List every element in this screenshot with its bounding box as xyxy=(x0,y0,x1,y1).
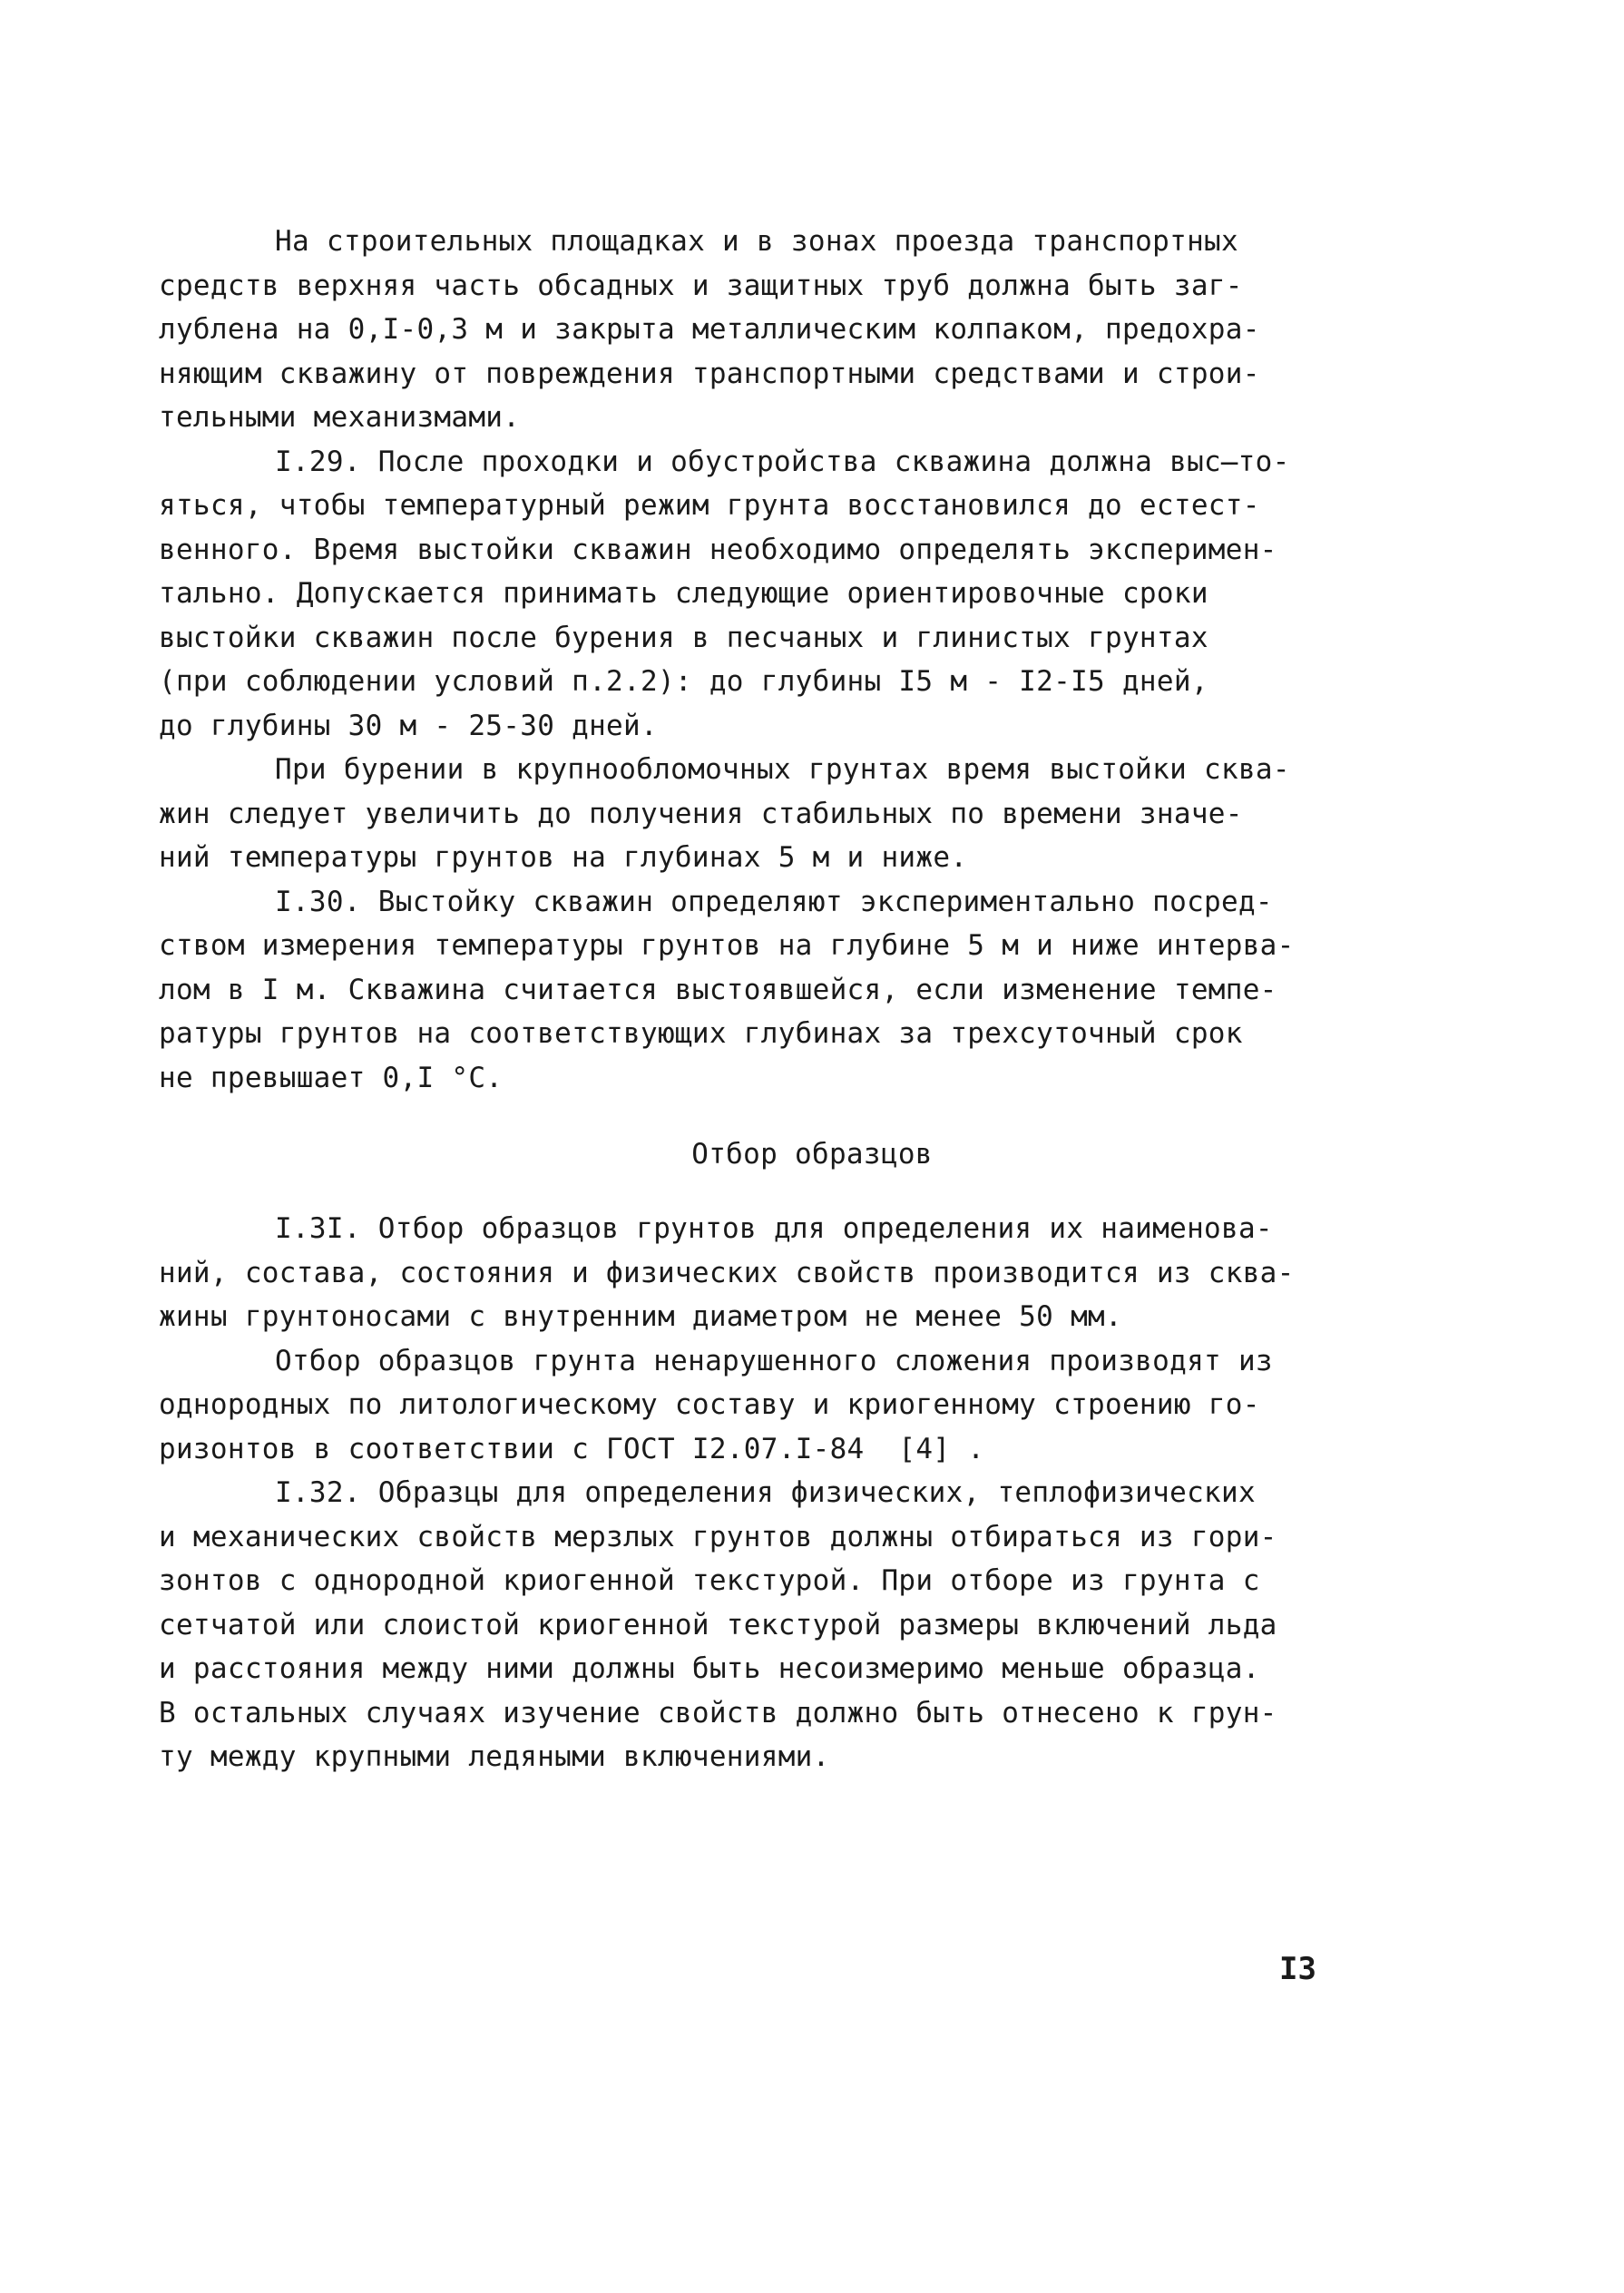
text-line: В остальных случаях изучение свойств должно быть отнесено к грун- xyxy=(159,1696,1277,1730)
text-line: яться, чтобы температурный режим грунта восстановился до естест- xyxy=(159,489,1260,522)
text-line: зонтов с однородной криогенной текстурой. При отборе из грунта с xyxy=(159,1564,1260,1597)
text-line: тально. Допускается принимать следующие ориентировочные сроки xyxy=(159,577,1208,610)
text-line: I.30. Выстойку скважин определяют экспериментально посред- xyxy=(275,885,1273,918)
text-line: до глубины 30 м - 25-30 дней. xyxy=(159,709,658,742)
text-line: не превышает 0,I °C. xyxy=(159,1061,504,1094)
text-line: жин следует увеличить до получения стабильных по времени значе- xyxy=(159,797,1243,830)
text-line: ний температуры грунтов на глубинах 5 м и ниже. xyxy=(159,841,968,874)
text-line: ризонтов в соответствии с ГОСТ I2.07.I-84 [4] . xyxy=(159,1432,985,1465)
text-line: выстойки скважин после бурения в песчаных и глинистых грунтах xyxy=(159,621,1208,654)
text-line: лублена на 0,I-0,3 м и закрыта металлическим колпаком, предохра- xyxy=(159,313,1260,346)
text-line: жины грунтоносами с внутренним диаметром не менее 50 мм. xyxy=(159,1300,1122,1333)
text-line: няющим скважину от повреждения транспортными средствами и строи- xyxy=(159,357,1260,390)
text-line: Отбор образцов грунта ненарушенного сложения производят из xyxy=(275,1344,1273,1377)
text-line: I.29. После проходки и обустройства скважина должна выс̶то- xyxy=(275,445,1290,478)
text-line: ту между крупными ледяными включениями. xyxy=(159,1740,830,1773)
text-line: I.32. Образцы для определения физических, теплофизических xyxy=(275,1476,1256,1509)
text-line: сетчатой или слоистой криогенной текстурой размеры включений льда xyxy=(159,1608,1277,1641)
text-line: I.3I. Отбор образцов грунтов для определения их наименова- xyxy=(275,1212,1273,1245)
text-line: средств верхняя часть обсадных и защитных труб должна быть заг- xyxy=(159,269,1243,302)
text-line: однородных по литологическому составу и криогенному строению го- xyxy=(159,1388,1260,1421)
text-line: При бурении в крупнообломочных грунтах время выстойки сква- xyxy=(275,753,1290,786)
text-line: и расстояния между ними должны быть несоизмеримо меньше образца. xyxy=(159,1652,1260,1685)
text-line: ством измерения температуры грунтов на глубине 5 м и ниже интерва- xyxy=(159,929,1295,962)
text-line: и механических свойств мерзлых грунтов должны отбираться из гори- xyxy=(159,1520,1277,1553)
page-number: I3 xyxy=(1279,1951,1316,1987)
section-title: Отбор образцов xyxy=(691,1138,933,1171)
text-block-lower xyxy=(159,1207,1325,1779)
text-line: венного. Время выстойки скважин необходимо определять эксперимен- xyxy=(159,533,1277,566)
text-line: лом в I м. Скважина считается выстоявшейся, если изменение темпе- xyxy=(159,973,1277,1006)
text-line: ний, состава, состояния и физических свойств производится из сква- xyxy=(159,1256,1295,1289)
text-line: ратуры грунтов на соответствующих глубинах за трехсуточный срок xyxy=(159,1017,1243,1050)
text-line: (при соблюдении условий п.2.2): до глубины I5 м - I2-I5 дней, xyxy=(159,665,1208,698)
text-line: На строительных площадках и в зонах проезда транспортных xyxy=(275,225,1238,258)
text-line: тельными механизмами. xyxy=(159,401,521,434)
text-block-upper xyxy=(159,220,1325,1100)
